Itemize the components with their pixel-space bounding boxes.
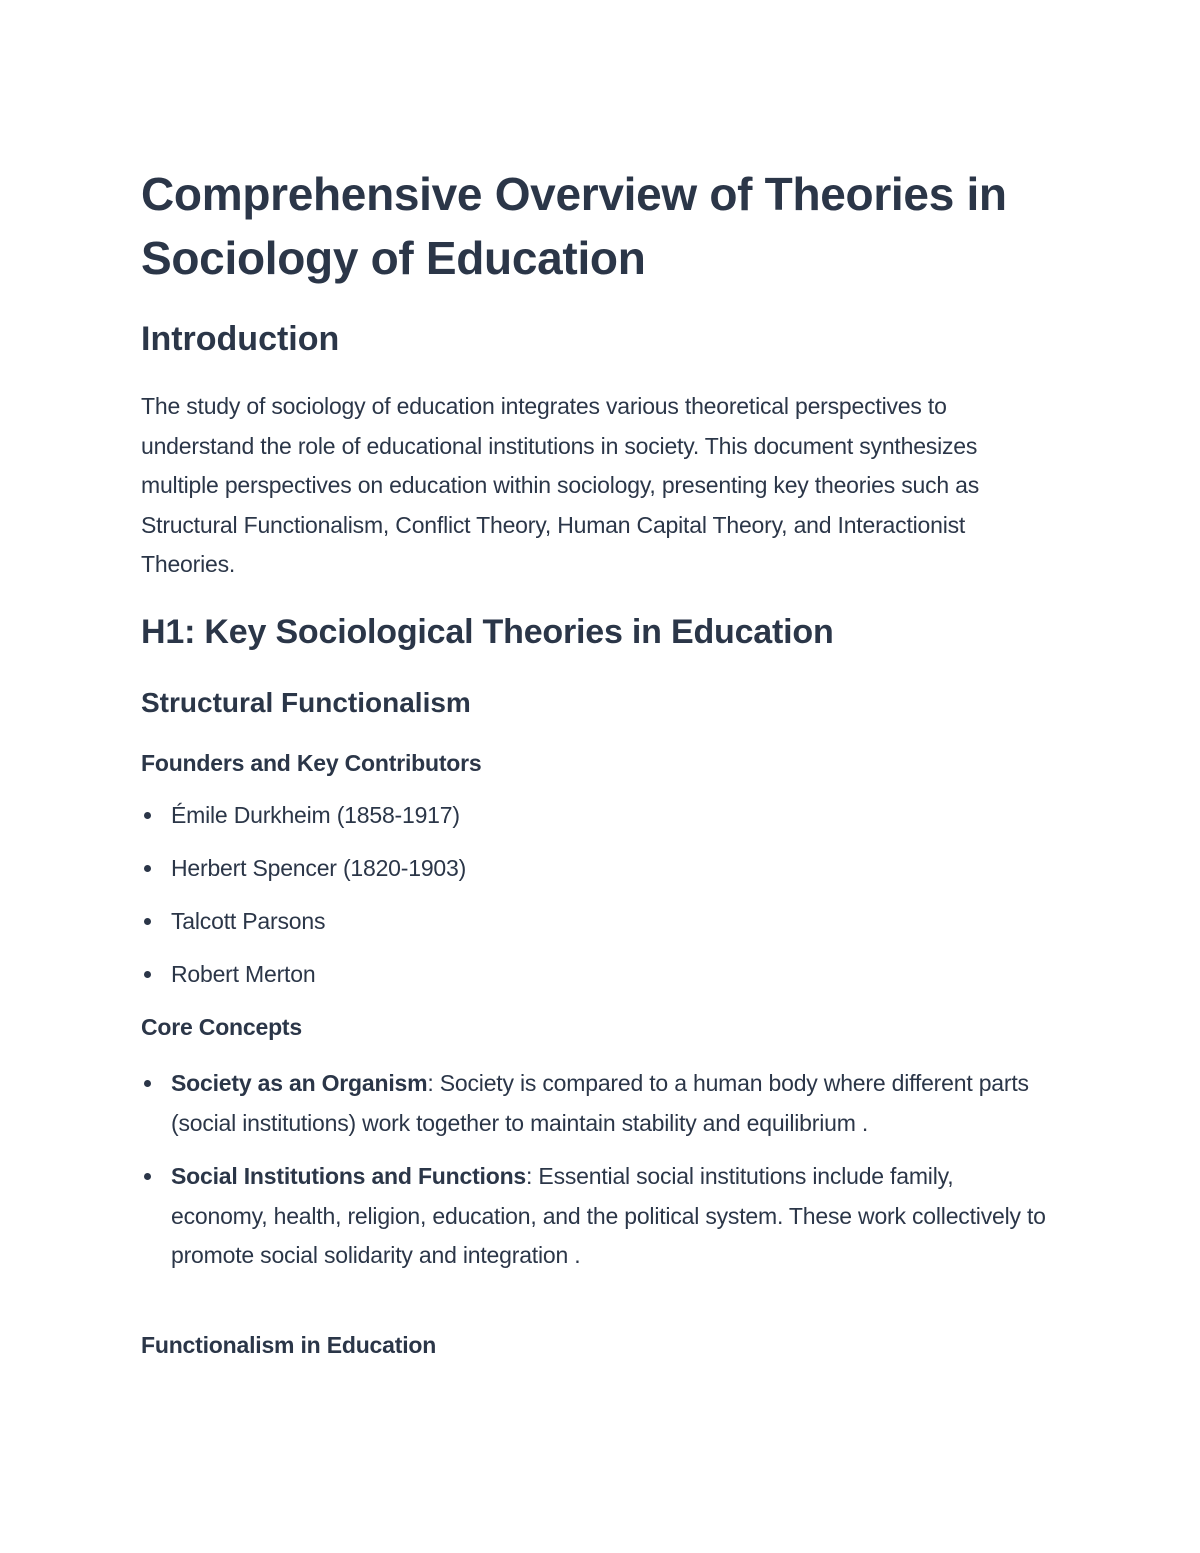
founders-heading: Founders and Key Contributors [141,750,482,776]
bullet-icon [144,812,151,819]
structural-functionalism-heading: Structural Functionalism [141,687,471,718]
bullet-icon [144,1173,151,1180]
core-concepts-list [141,1064,1051,1290]
document-title: Comprehensive Overview of Theories in Sociology of Education [141,168,1007,284]
bullet-icon [144,1080,151,1087]
key-theories-heading: H1: Key Sociological Theories in Education [141,613,834,651]
bullet-icon [144,865,151,872]
introduction-heading: Introduction [141,320,340,358]
list-item [141,957,1041,991]
founder-name: Talcott Parsons [171,908,326,934]
concept-term: Society as an Organism [171,1070,428,1096]
core-concepts-heading: Core Concepts [141,1014,302,1040]
colon-separator: : [427,1070,440,1096]
list-item [141,851,1041,885]
list-item [141,1157,1051,1276]
founder-name: Herbert Spencer (1820-1903) [171,855,467,881]
introduction-paragraph: The study of sociology of education integrates various theoretical perspectives to understand the role of educational institutions in society. This document synthesizes multiple perspectives on education within sociology, presenting key theories such as Structural Functionalism, Conflict Theory, Human Capital Theory, and Interactionist Theories. [141,393,980,578]
concept-description: Essential social institutions include family, economy, health, religion, education, and the political system. These work collectively to promote social solidarity and integration . [171,1163,1046,1269]
bullet-icon [144,971,151,978]
functionalism-in-education-heading: Functionalism in Education [141,1332,437,1358]
list-item [141,798,1041,832]
founder-name: Robert Merton [171,961,316,987]
list-item [141,904,1041,938]
bullet-icon [144,918,151,925]
founders-list [141,798,1041,1010]
concept-term: Social Institutions and Functions [171,1163,527,1190]
colon-separator: : [526,1163,539,1190]
concept-description: Society is compared to a human body where different parts (social institutions) work together to maintain stability and equilibrium . [171,1070,1029,1136]
founder-name: Émile Durkheim (1858-1917) [171,802,460,828]
list-item [141,1064,1051,1143]
